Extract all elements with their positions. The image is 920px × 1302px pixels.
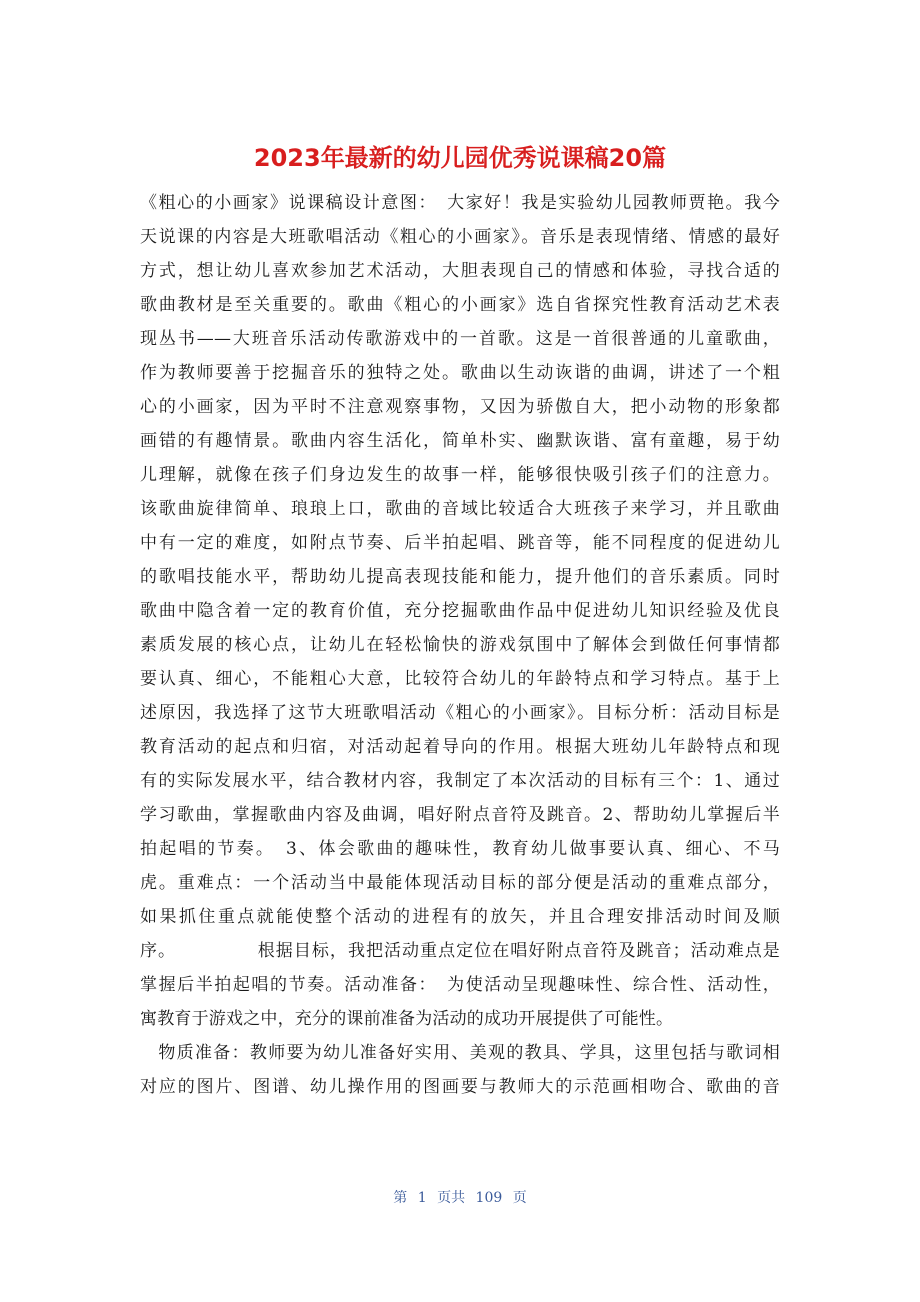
page-number: 1: [417, 1190, 427, 1206]
body-line: 教育活动的起点和归宿，对活动起着导向的作用。根据大班幼儿年龄特点和现: [140, 737, 780, 757]
body-line: 寓教育于游戏之中，充分的课前准备为活动的成功开展提供了可能性。: [140, 1009, 674, 1029]
body-line: 歌曲中隐含着一定的教育价值，充分挖掘歌曲作品中促进幼儿知识经验及优良: [140, 601, 780, 621]
body-line: 物质准备：教师要为幼儿准备好实用、美观的教具、学具，这里包括与歌词相: [140, 1043, 780, 1063]
body-line: 方式，想让幼儿喜欢参加艺术活动，大胆表现自己的情感和体验，寻找合适的: [140, 261, 780, 281]
total-pages: 109: [475, 1190, 503, 1206]
footer-mid: 页共: [437, 1190, 466, 1206]
body-line: 《粗心的小画家》说课稿设计意图： 大家好！我是实验幼儿园教师贾艳。我今: [140, 193, 780, 213]
body-line: 掌握后半拍起唱的节奏。活动准备： 为使活动呈现趣味性、综合性、活动性，: [140, 975, 780, 995]
document-body: [140, 186, 780, 1104]
page-footer: [0, 1186, 920, 1210]
body-line: 要认真、细心，不能粗心大意，比较符合幼儿的年龄特点和学习特点。基于上: [140, 669, 780, 689]
body-line: 述原因，我选择了这节大班歌唱活动《粗心的小画家》。目标分析：活动目标是: [140, 703, 780, 723]
body-line: 有的实际发展水平，结合教材内容，我制定了本次活动的目标有三个：1、通过: [140, 771, 780, 791]
body-line: 画错的有趣情景。歌曲内容生活化，简单朴实、幽默诙谐、富有童趣，易于幼: [140, 431, 780, 451]
body-line: 中有一定的难度，如附点节奏、后半拍起唱、跳音等，能不同程度的促进幼儿: [140, 533, 780, 553]
body-line: 的歌唱技能水平，帮助幼儿提高表现技能和能力，提升他们的音乐素质。同时: [140, 567, 780, 587]
body-line: 心的小画家，因为平时不注意观察事物，又因为骄傲自大，把小动物的形象都: [140, 397, 780, 417]
body-line: 序。 根据目标，我把活动重点定位在唱好附点音符及跳音；活动难点是: [140, 941, 780, 961]
body-line: 天说课的内容是大班歌唱活动《粗心的小画家》。音乐是表现情绪、情感的最好: [140, 227, 780, 247]
document-title: 2023年最新的幼儿园优秀说课稿20篇: [253, 144, 667, 172]
footer-suffix: 页: [512, 1190, 527, 1206]
body-line: 儿理解，就像在孩子们身边发生的故事一样，能够很快吸引孩子们的注意力。: [140, 465, 780, 485]
body-line: 拍起唱的节奏。 3、体会歌曲的趣味性，教育幼儿做事要认真、细心、不马: [140, 839, 780, 859]
body-line: 对应的图片、图谱、幼儿操作用的图画要与教师大的示范画相吻合、歌曲的音: [140, 1077, 780, 1097]
body-line: 素质发展的核心点，让幼儿在轻松愉快的游戏氛围中了解体会到做任何事情都: [140, 635, 780, 655]
body-line: 如果抓住重点就能使整个活动的进程有的放矢，并且合理安排活动时间及顺: [140, 907, 780, 927]
footer-prefix: 第: [393, 1190, 408, 1206]
body-line: 该歌曲旋律简单、琅琅上口，歌曲的音域比较适合大班孩子来学习，并且歌曲: [140, 499, 780, 519]
body-line: 虎。重难点：一个活动当中最能体现活动目标的部分便是活动的重难点部分，: [140, 873, 780, 893]
body-line: 现丛书——大班音乐活动传歌游戏中的一首歌。这是一首很普通的儿童歌曲，: [140, 329, 780, 349]
body-line: 学习歌曲，掌握歌曲内容及曲调，唱好附点音符及跳音。2、帮助幼儿掌握后半: [140, 805, 780, 825]
body-line: 作为教师要善于挖掘音乐的独特之处。歌曲以生动诙谐的曲调，讲述了一个粗: [140, 363, 780, 383]
body-line: 歌曲教材是至关重要的。歌曲《粗心的小画家》选自省探究性教育活动艺术表: [140, 295, 780, 315]
